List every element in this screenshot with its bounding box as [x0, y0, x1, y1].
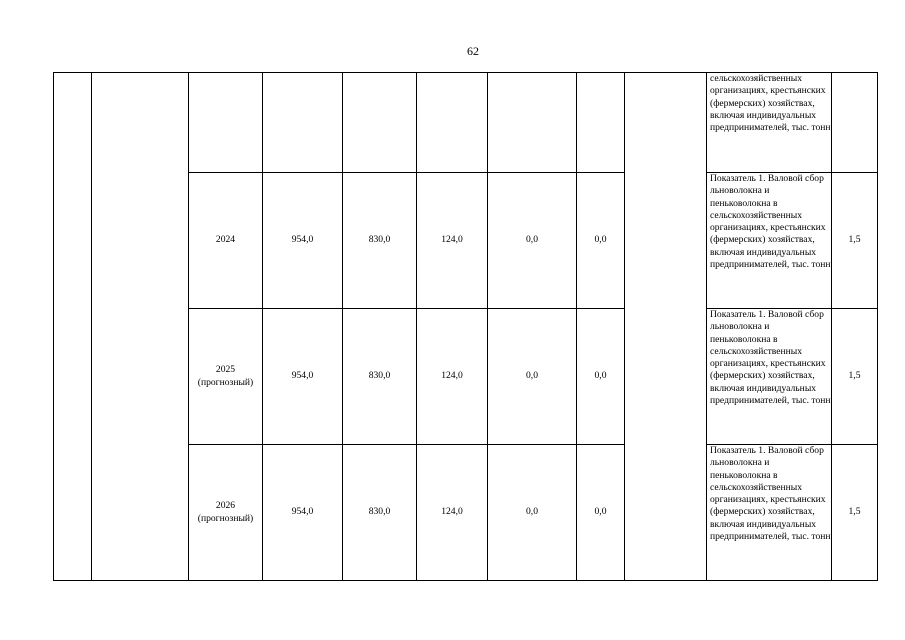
empty-number-cell: [54, 73, 92, 581]
value-cell: 830,0: [343, 173, 417, 309]
target-cell: [832, 73, 878, 173]
target-cell: 1,5: [832, 445, 878, 581]
value-cell: [263, 73, 343, 173]
indicator-cell: Показатель 1. Валовой сбор льноволокна и пеньковолокна в сельскохозяйственных организациях, крестьянских (фермерских) хозяйствах, включая индивидуальных предпринимателей, тыс. тонн: [707, 445, 832, 581]
value-cell: 124,0: [417, 173, 488, 309]
year-cell: 2026 (прогнозный): [189, 445, 263, 581]
value-cell: 124,0: [417, 445, 488, 581]
value-cell: [577, 73, 625, 173]
value-cell: 124,0: [417, 309, 488, 445]
program-table: [53, 72, 878, 581]
value-cell: 0,0: [488, 309, 577, 445]
indicator-cell: Показатель 1. Валовой сбор льноволокна и пеньковолокна в сельскохозяйственных организациях, крестьянских (фермерских) хозяйствах, включая индивидуальных предпринимателей, тыс. тонн: [707, 309, 832, 445]
value-cell: [488, 73, 577, 173]
value-cell: [417, 73, 488, 173]
value-cell: 0,0: [577, 173, 625, 309]
value-cell: 954,0: [263, 445, 343, 581]
year-cell: 2024: [189, 173, 263, 309]
value-cell: 954,0: [263, 173, 343, 309]
year-cell: [189, 73, 263, 173]
target-cell: 1,5: [832, 173, 878, 309]
value-cell: 954,0: [263, 309, 343, 445]
value-cell: 0,0: [577, 445, 625, 581]
target-cell: 1,5: [832, 309, 878, 445]
value-cell: 830,0: [343, 309, 417, 445]
value-cell: 0,0: [488, 445, 577, 581]
table-row: [54, 73, 878, 173]
empty-name-cell: [92, 73, 189, 581]
value-cell: [343, 73, 417, 173]
indicator-cell: сельскохозяйственных организациях, крестьянских (фермерских) хозяйствах, включая индивидуальных предпринимателей, тыс. тонн: [707, 73, 832, 173]
indicator-cell: Показатель 1. Валовой сбор льноволокна и пеньковолокна в сельскохозяйственных организациях, крестьянских (фермерских) хозяйствах, включая индивидуальных предпринимателей, тыс. тонн: [707, 173, 832, 309]
page-number: 62: [467, 44, 479, 58]
value-cell: 0,0: [488, 173, 577, 309]
value-cell: 0,0: [577, 309, 625, 445]
year-cell: 2025 (прогнозный): [189, 309, 263, 445]
value-cell: 830,0: [343, 445, 417, 581]
empty-executor-cell: [625, 73, 707, 581]
